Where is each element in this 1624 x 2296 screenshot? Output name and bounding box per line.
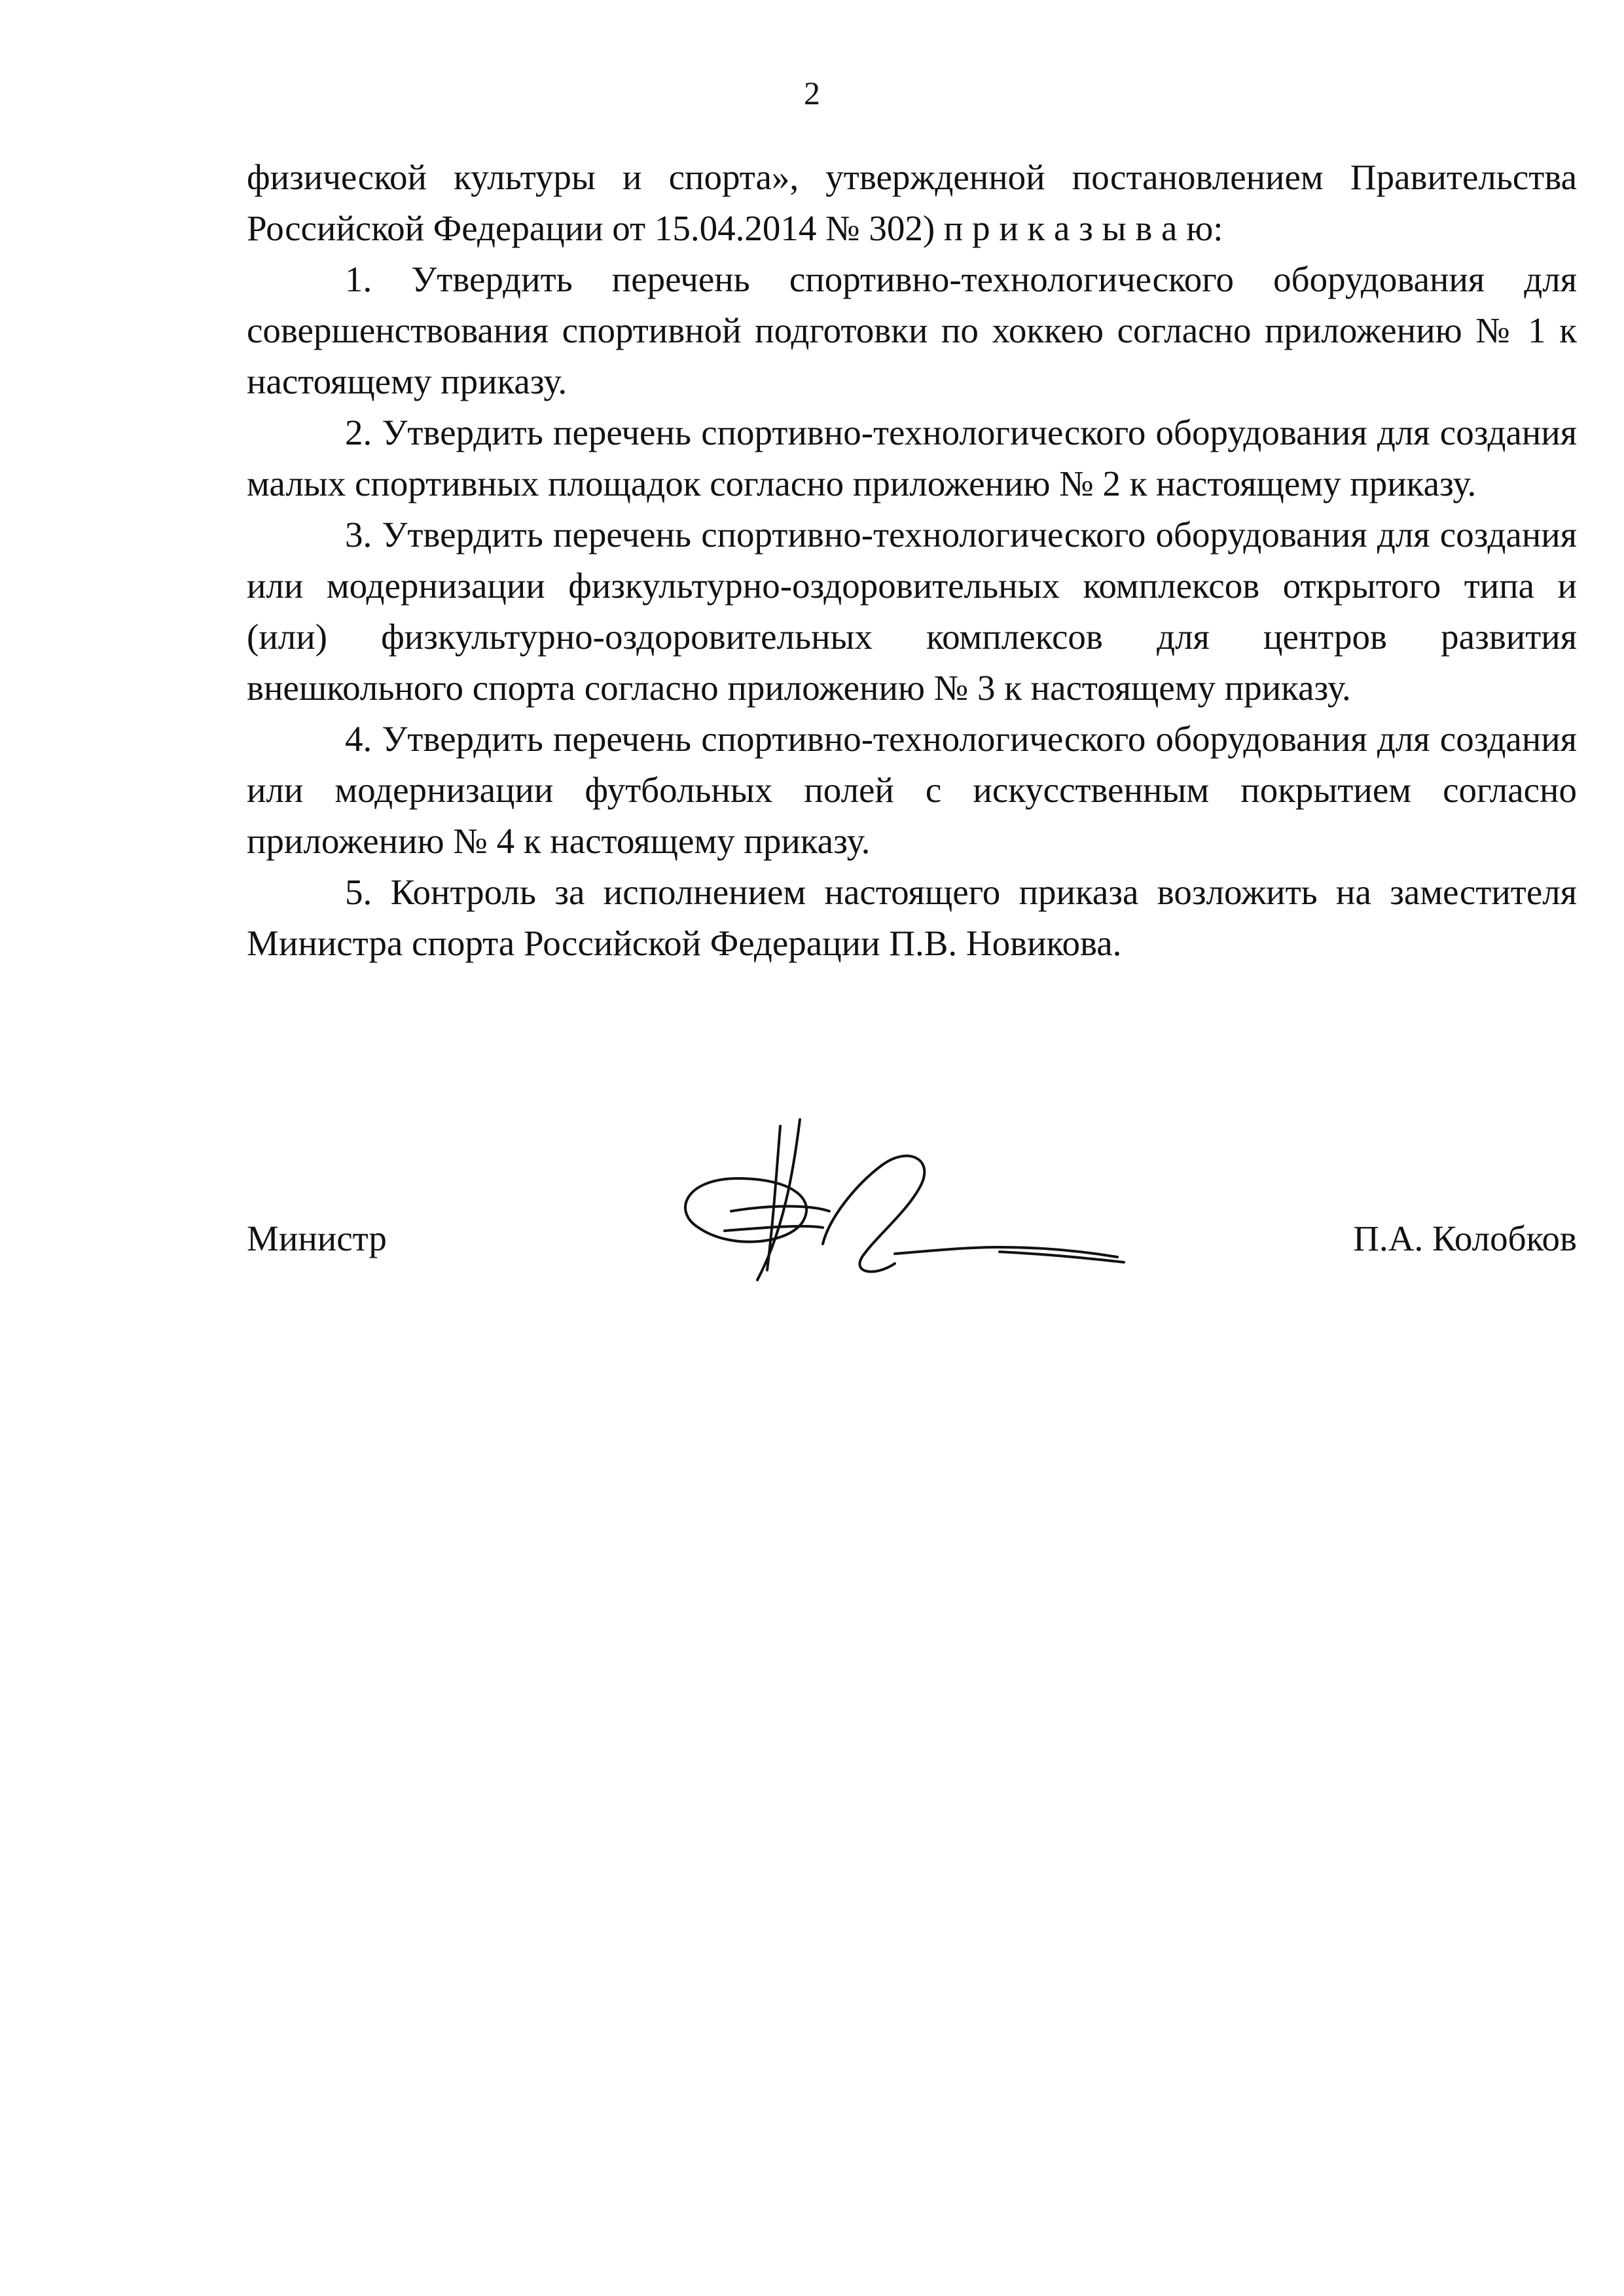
- document-body: [247, 152, 1577, 969]
- page-number: 2: [804, 75, 820, 111]
- paragraph-item-5: 5. Контроль за исполнением настоящего приказа возложить на заместителя Министра спорта Российской Федерации П.В. Новикова.: [247, 872, 1577, 963]
- paragraph-item-2: 2. Утвердить перечень спортивно-технологического оборудования для создания малых спортивных площадок согласно приложению № 2 к настоящему приказу.: [247, 412, 1577, 503]
- paragraph-intro: физической культуры и спорта», утвержденной постановлением Правительства Российской Федерации от 15.04.2014 № 302) п р и к а з ы в а ю:: [247, 157, 1577, 248]
- signatory-title: Министр: [247, 1218, 387, 1258]
- signature-block: [247, 1113, 1577, 1309]
- paragraph-item-3: 3. Утвердить перечень спортивно-технологического оборудования для создания или модернизации физкультурно-оздоровительных комплексов открытого типа и (или) физкультурно-оздоровительных комплексов для центров развития внешкольного спорта согласно приложению № 3 к настоящему приказу.: [247, 515, 1577, 708]
- paragraph-item-1: 1. Утвердить перечень спортивно-технологического оборудования для совершенствования спортивной подготовки по хоккею согласно приложению № 1 к настоящему приказу.: [247, 259, 1577, 401]
- handwritten-signature: [659, 1113, 1130, 1309]
- paragraph-item-4: 4. Утвердить перечень спортивно-технологического оборудования для создания или модернизации футбольных полей с искусственным покрытием согласно приложению № 4 к настоящему приказу.: [247, 719, 1577, 861]
- signatory-name: П.А. Колобков: [1353, 1218, 1577, 1258]
